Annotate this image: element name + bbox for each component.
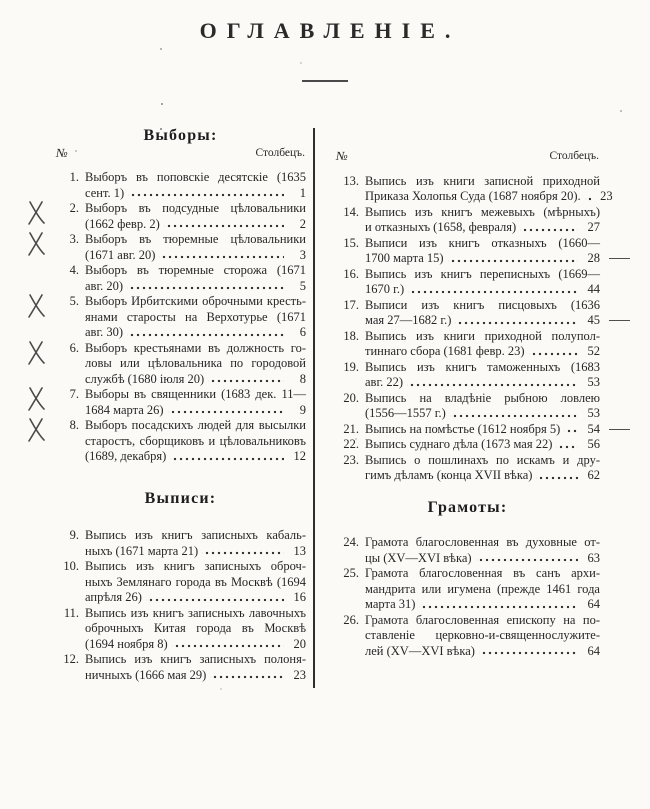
dot-leader [556, 437, 578, 453]
entry-number: 13. [343, 173, 359, 188]
entry-line: Выборъ въ подсудные цѣловальники [85, 201, 306, 215]
entry-text: (1662 февр. 2) [85, 216, 160, 231]
entry-line: Выпись изъ книгъ таможенныхъ (1683 [365, 359, 600, 374]
entry-text: ныхъ (1671 марта 21) [85, 543, 199, 558]
column-number: 54 [587, 421, 600, 436]
entry-body [85, 387, 306, 418]
toc-entry [55, 201, 306, 232]
column-number: 52 [587, 344, 600, 358]
entry-line: Выпись изъ книгъ записныхъ кабаль- [85, 528, 306, 542]
dot-leader [450, 406, 578, 422]
entry-line: Выборъ крестьянами въ должность го- [85, 340, 306, 355]
toc-entry [55, 263, 306, 294]
entry-number: 5. [69, 294, 79, 308]
entry-text: 1670 г.) [365, 282, 405, 296]
entry-body [365, 173, 613, 205]
dot-leader [529, 344, 578, 360]
dot-leader [536, 468, 578, 484]
entry-body [365, 613, 600, 660]
toc-entry [335, 453, 600, 484]
entry-last-line [85, 186, 306, 202]
column-number: 63 [587, 550, 600, 565]
entry-last-line [85, 372, 306, 388]
column-number: 45 [587, 313, 600, 327]
entry-text: апрѣля 26) [85, 590, 142, 604]
column-number: 3 [299, 247, 306, 262]
column-number: 64 [587, 597, 600, 611]
entry-last-line [365, 282, 600, 298]
toc-entry [335, 422, 600, 438]
entry-line: Выборъ Ирбитскими оброчными кресть- [85, 294, 306, 308]
entry-last-line [365, 468, 600, 484]
entry-number: 18. [343, 328, 359, 343]
column-number: 20 [293, 636, 306, 651]
entry-line: Выборъ въ поповскіе десятскіе (1635 [85, 170, 306, 184]
entry-body [365, 566, 600, 613]
entry-line: Выписи изъ книгъ отказныхъ (1660— [365, 235, 600, 250]
dot-leader [476, 551, 578, 567]
entry-line: Выпись изъ книгъ записныхъ полоня- [85, 652, 306, 666]
entry-number: 2. [69, 201, 79, 215]
entry-number: 4. [69, 263, 79, 277]
dot-leader [128, 186, 284, 202]
entry-number: 14. [343, 204, 359, 219]
entry-text: (1689, декабря) [85, 449, 167, 463]
entry-number: 23. [343, 452, 359, 467]
entry-body [365, 422, 600, 438]
column-number: 12 [293, 449, 306, 463]
entry-line: Грамота благословенная въ санъ архи- [365, 566, 600, 580]
entry-body [365, 437, 600, 453]
entry-line: Выборъ посадскихъ людей для высылки [85, 418, 306, 432]
dot-leader [455, 313, 578, 329]
column-number: 23 [293, 667, 306, 682]
entry-last-line [85, 544, 306, 560]
handwritten-x-mark [27, 200, 46, 230]
entry-number: 17. [343, 297, 359, 312]
entry-body [85, 263, 306, 294]
entry-line: Выпись изъ книгъ межевыхъ (мѣрныхъ) [365, 204, 600, 219]
handwritten-x-mark [27, 293, 46, 323]
entry-line: Выборы въ священники (1683 дек. 11— [85, 387, 306, 401]
column-number: 62 [587, 468, 600, 482]
dot-leader [170, 449, 284, 465]
handwritten-x-mark [27, 340, 46, 370]
entry-body [365, 535, 600, 566]
entry-body [85, 418, 306, 465]
entry-number: 21. [343, 421, 359, 436]
entry-number: 20. [343, 390, 359, 405]
entry-line: Выпись изъ книги записной приходной [365, 173, 600, 188]
page-title: ОГЛАВЛЕНІЕ. [199, 18, 461, 43]
dot-leader [202, 544, 284, 560]
entry-line: Выпись на владѣніе рыбною ловлею [365, 390, 600, 405]
dot-leader [172, 637, 284, 653]
entry-last-line [365, 251, 600, 267]
entry-line: Выборъ въ тюремные сторожа (1671 [85, 263, 306, 277]
handwritten-x-mark [27, 417, 46, 447]
entry-last-line [365, 313, 600, 329]
entry-text: службѣ (1680 іюля 20) [85, 371, 205, 386]
entry-last-line [85, 449, 306, 465]
column-number: 16 [293, 590, 306, 604]
entry-body [85, 341, 306, 388]
toc-entry [335, 329, 600, 360]
entry-body [85, 170, 306, 201]
toc-entry [55, 341, 306, 388]
toc-entry [55, 387, 306, 418]
entry-text: тиннаго сбора (1681 февр. 23) [365, 344, 525, 358]
entry-last-line [85, 668, 306, 684]
entry-number: 10. [63, 559, 79, 573]
entry-number: 7. [69, 387, 79, 401]
entry-last-line [365, 644, 600, 660]
entry-last-line [85, 403, 306, 419]
column-number: 44 [587, 282, 600, 296]
column-labels-row [55, 146, 306, 162]
entry-text: мая 27—1682 г.) [365, 313, 452, 327]
toc-entry [335, 613, 600, 660]
column-number: 8 [299, 371, 306, 386]
entry-text: Выпись на помѣстье (1612 ноября 5) [365, 421, 561, 436]
dot-leader [127, 279, 284, 295]
entry-line: ставленіе церковно-и-священнослужите- [365, 628, 600, 642]
numero-label: № [336, 149, 348, 163]
entry-text: авг. 22) [365, 375, 404, 389]
dot-leader [564, 422, 578, 438]
column-number: 5 [299, 278, 306, 293]
entry-body [365, 267, 600, 298]
entry-text: 1700 марта 15) [365, 251, 444, 265]
entry-line: мандрита или игумена (прежде 1461 года [365, 581, 600, 596]
toc-entry [55, 232, 306, 263]
toc-entry [335, 391, 600, 422]
entry-number: 15. [343, 235, 359, 250]
toc-entry [55, 652, 306, 683]
entry-last-line [85, 637, 306, 653]
numero-label: № [56, 145, 68, 160]
entry-text: авг. 20) [85, 278, 124, 293]
margin-dash-mark [609, 429, 630, 430]
toc-entry [335, 566, 600, 613]
column-number: 13 [293, 543, 306, 558]
entry-body [85, 232, 306, 263]
dot-leader [146, 590, 284, 606]
entry-line: Грамота благословенная въ духовные от- [365, 535, 600, 549]
entry-body [85, 559, 306, 606]
section-header: Выписи: [144, 489, 217, 507]
entry-body [365, 236, 600, 267]
entry-body [85, 606, 306, 653]
dot-leader [164, 217, 284, 233]
column-number: 53 [587, 375, 600, 389]
column-number: 53 [587, 406, 600, 420]
scan-noise-specks [160, 48, 162, 50]
right-column [335, 128, 613, 659]
entry-text: и отказныхъ (1658, февраля) [365, 220, 517, 234]
entry-last-line [85, 590, 306, 606]
section-header: Грамоты: [427, 498, 508, 516]
entry-line: Выпись изъ книгъ переписныхъ (1669— [365, 266, 600, 281]
title-rule [302, 80, 348, 82]
entry-last-line [85, 248, 306, 264]
dot-leader [407, 375, 578, 391]
entry-last-line [365, 375, 600, 391]
entry-text: цы (XV—XVI вѣка) [365, 550, 472, 565]
column-divider [313, 128, 315, 688]
entry-body [85, 652, 306, 683]
stolbets-label: Столбецъ. [255, 146, 305, 159]
entry-body [365, 453, 600, 484]
toc-entry [335, 267, 600, 298]
entry-text: гимъ дѣламъ (конца XVII вѣка) [365, 468, 533, 482]
dot-leader [479, 644, 578, 660]
entry-text: Приказа Холопья Суда (1687 ноября 20). [365, 189, 581, 203]
entry-last-line [85, 279, 306, 295]
entry-last-line [85, 325, 306, 341]
entry-number: 1. [69, 170, 79, 184]
toc-entry [335, 298, 600, 329]
toc-entry [55, 528, 306, 559]
dot-leader [408, 282, 578, 298]
entry-body [365, 329, 600, 360]
entry-number: 26. [343, 612, 359, 627]
entry-number: 3. [69, 232, 79, 246]
toc-entry [55, 170, 306, 201]
entry-number: 24. [343, 535, 359, 549]
toc-entry [335, 205, 600, 236]
entry-body [85, 528, 306, 559]
entry-number: 19. [343, 359, 359, 374]
toc-entry [335, 437, 600, 453]
entry-number: 16. [343, 266, 359, 281]
entry-line: ныхъ Землянаго города въ Москвѣ (1694 [85, 574, 306, 589]
entry-number: 9. [69, 528, 79, 542]
toc-entry [55, 294, 306, 341]
entry-last-line [365, 406, 600, 422]
entry-last-line [365, 220, 600, 236]
entry-line: Грамота благословенная епископу на по- [365, 612, 600, 627]
toc-entry [335, 360, 600, 391]
dot-leader [520, 220, 578, 236]
entry-line: Выпись изъ книгъ записныхъ лавочныхъ [85, 605, 306, 620]
entry-body [365, 360, 600, 391]
column-number: 2 [299, 216, 306, 231]
toc-entry [55, 606, 306, 653]
dot-leader [159, 248, 284, 264]
toc-entry [335, 173, 613, 205]
entry-text: (1556—1557 г.) [365, 406, 446, 420]
entry-line: Выписи изъ книгъ писцовыхъ (1636 [365, 297, 600, 312]
entry-text: Выпись суднаго дѣла (1673 мая 22) [365, 437, 553, 451]
toc-columns [55, 128, 615, 688]
section-header: Выборы: [143, 127, 218, 144]
column-labels-row [335, 149, 600, 165]
column-number: 1 [299, 185, 306, 200]
entry-body [85, 294, 306, 341]
dot-leader [127, 325, 284, 341]
entry-line: Выпись изъ книгъ записныхъ оброч- [85, 559, 306, 573]
entry-last-line [365, 437, 600, 453]
column-number: 23 [600, 189, 613, 203]
margin-dash-mark [609, 258, 630, 259]
column-number: 9 [299, 402, 306, 417]
entry-text: сент. 1) [85, 185, 125, 200]
entry-line: Выборъ въ тюремные цѣловальники [85, 232, 306, 246]
entry-last-line [365, 551, 600, 567]
entry-line: оброчныхъ Китая города въ Москвѣ [85, 621, 306, 635]
entry-number: 8. [69, 418, 79, 432]
entry-last-line [85, 217, 306, 233]
column-number: 6 [299, 325, 306, 339]
toc-entry [55, 418, 306, 465]
entry-body [85, 201, 306, 232]
toc-entry [335, 535, 600, 566]
entry-text: ничныхъ (1666 мая 29) [85, 667, 207, 682]
entry-text: лей (XV—XVI вѣка) [365, 643, 475, 658]
column-number: 27 [587, 220, 600, 234]
dot-leader [168, 403, 284, 419]
entry-line: янами старосты на Верхотурье (1671 [85, 309, 306, 324]
dot-leader [448, 251, 578, 267]
handwritten-x-mark [27, 231, 46, 261]
column-number: 28 [587, 251, 600, 265]
entry-text: 1684 марта 26) [85, 402, 164, 417]
entry-text: авг. 30) [85, 325, 124, 339]
toc-entry [335, 236, 600, 267]
toc-entry [55, 559, 306, 606]
entry-line: ловы или цѣловальника по городовой [85, 356, 306, 370]
entry-number: 12. [63, 652, 79, 666]
entry-text: (1694 ноября 8) [85, 636, 168, 651]
entry-text: (1671 авг. 20) [85, 247, 156, 262]
entry-number: 25. [343, 566, 359, 580]
margin-dash-mark [609, 320, 630, 321]
entry-text: марта 31) [365, 597, 416, 611]
entry-number: 11. [63, 605, 79, 620]
entry-last-line [365, 344, 600, 360]
entry-last-line [365, 189, 613, 205]
dot-leader [419, 597, 578, 613]
entry-line: старостъ, сборщиковъ и цѣловальниковъ [85, 433, 306, 448]
entry-body [365, 205, 600, 236]
entry-last-line [365, 597, 600, 613]
entry-last-line [365, 422, 600, 438]
handwritten-x-mark [27, 386, 46, 416]
column-number: 56 [587, 437, 600, 451]
dot-leader [585, 189, 591, 205]
entry-number: 22. [343, 437, 359, 451]
entry-body [365, 298, 600, 329]
stolbets-label: Столбецъ. [549, 150, 599, 162]
column-number: 64 [587, 643, 600, 658]
entry-body [365, 391, 600, 422]
entry-line: Выпись изъ книги приходной полупол- [365, 328, 600, 343]
dot-leader [210, 668, 284, 684]
dot-leader [208, 372, 284, 388]
entry-line: Выпись о пошлинахъ по искамъ и дру- [365, 452, 600, 467]
entry-number: 6. [69, 340, 79, 355]
left-column [55, 128, 306, 683]
